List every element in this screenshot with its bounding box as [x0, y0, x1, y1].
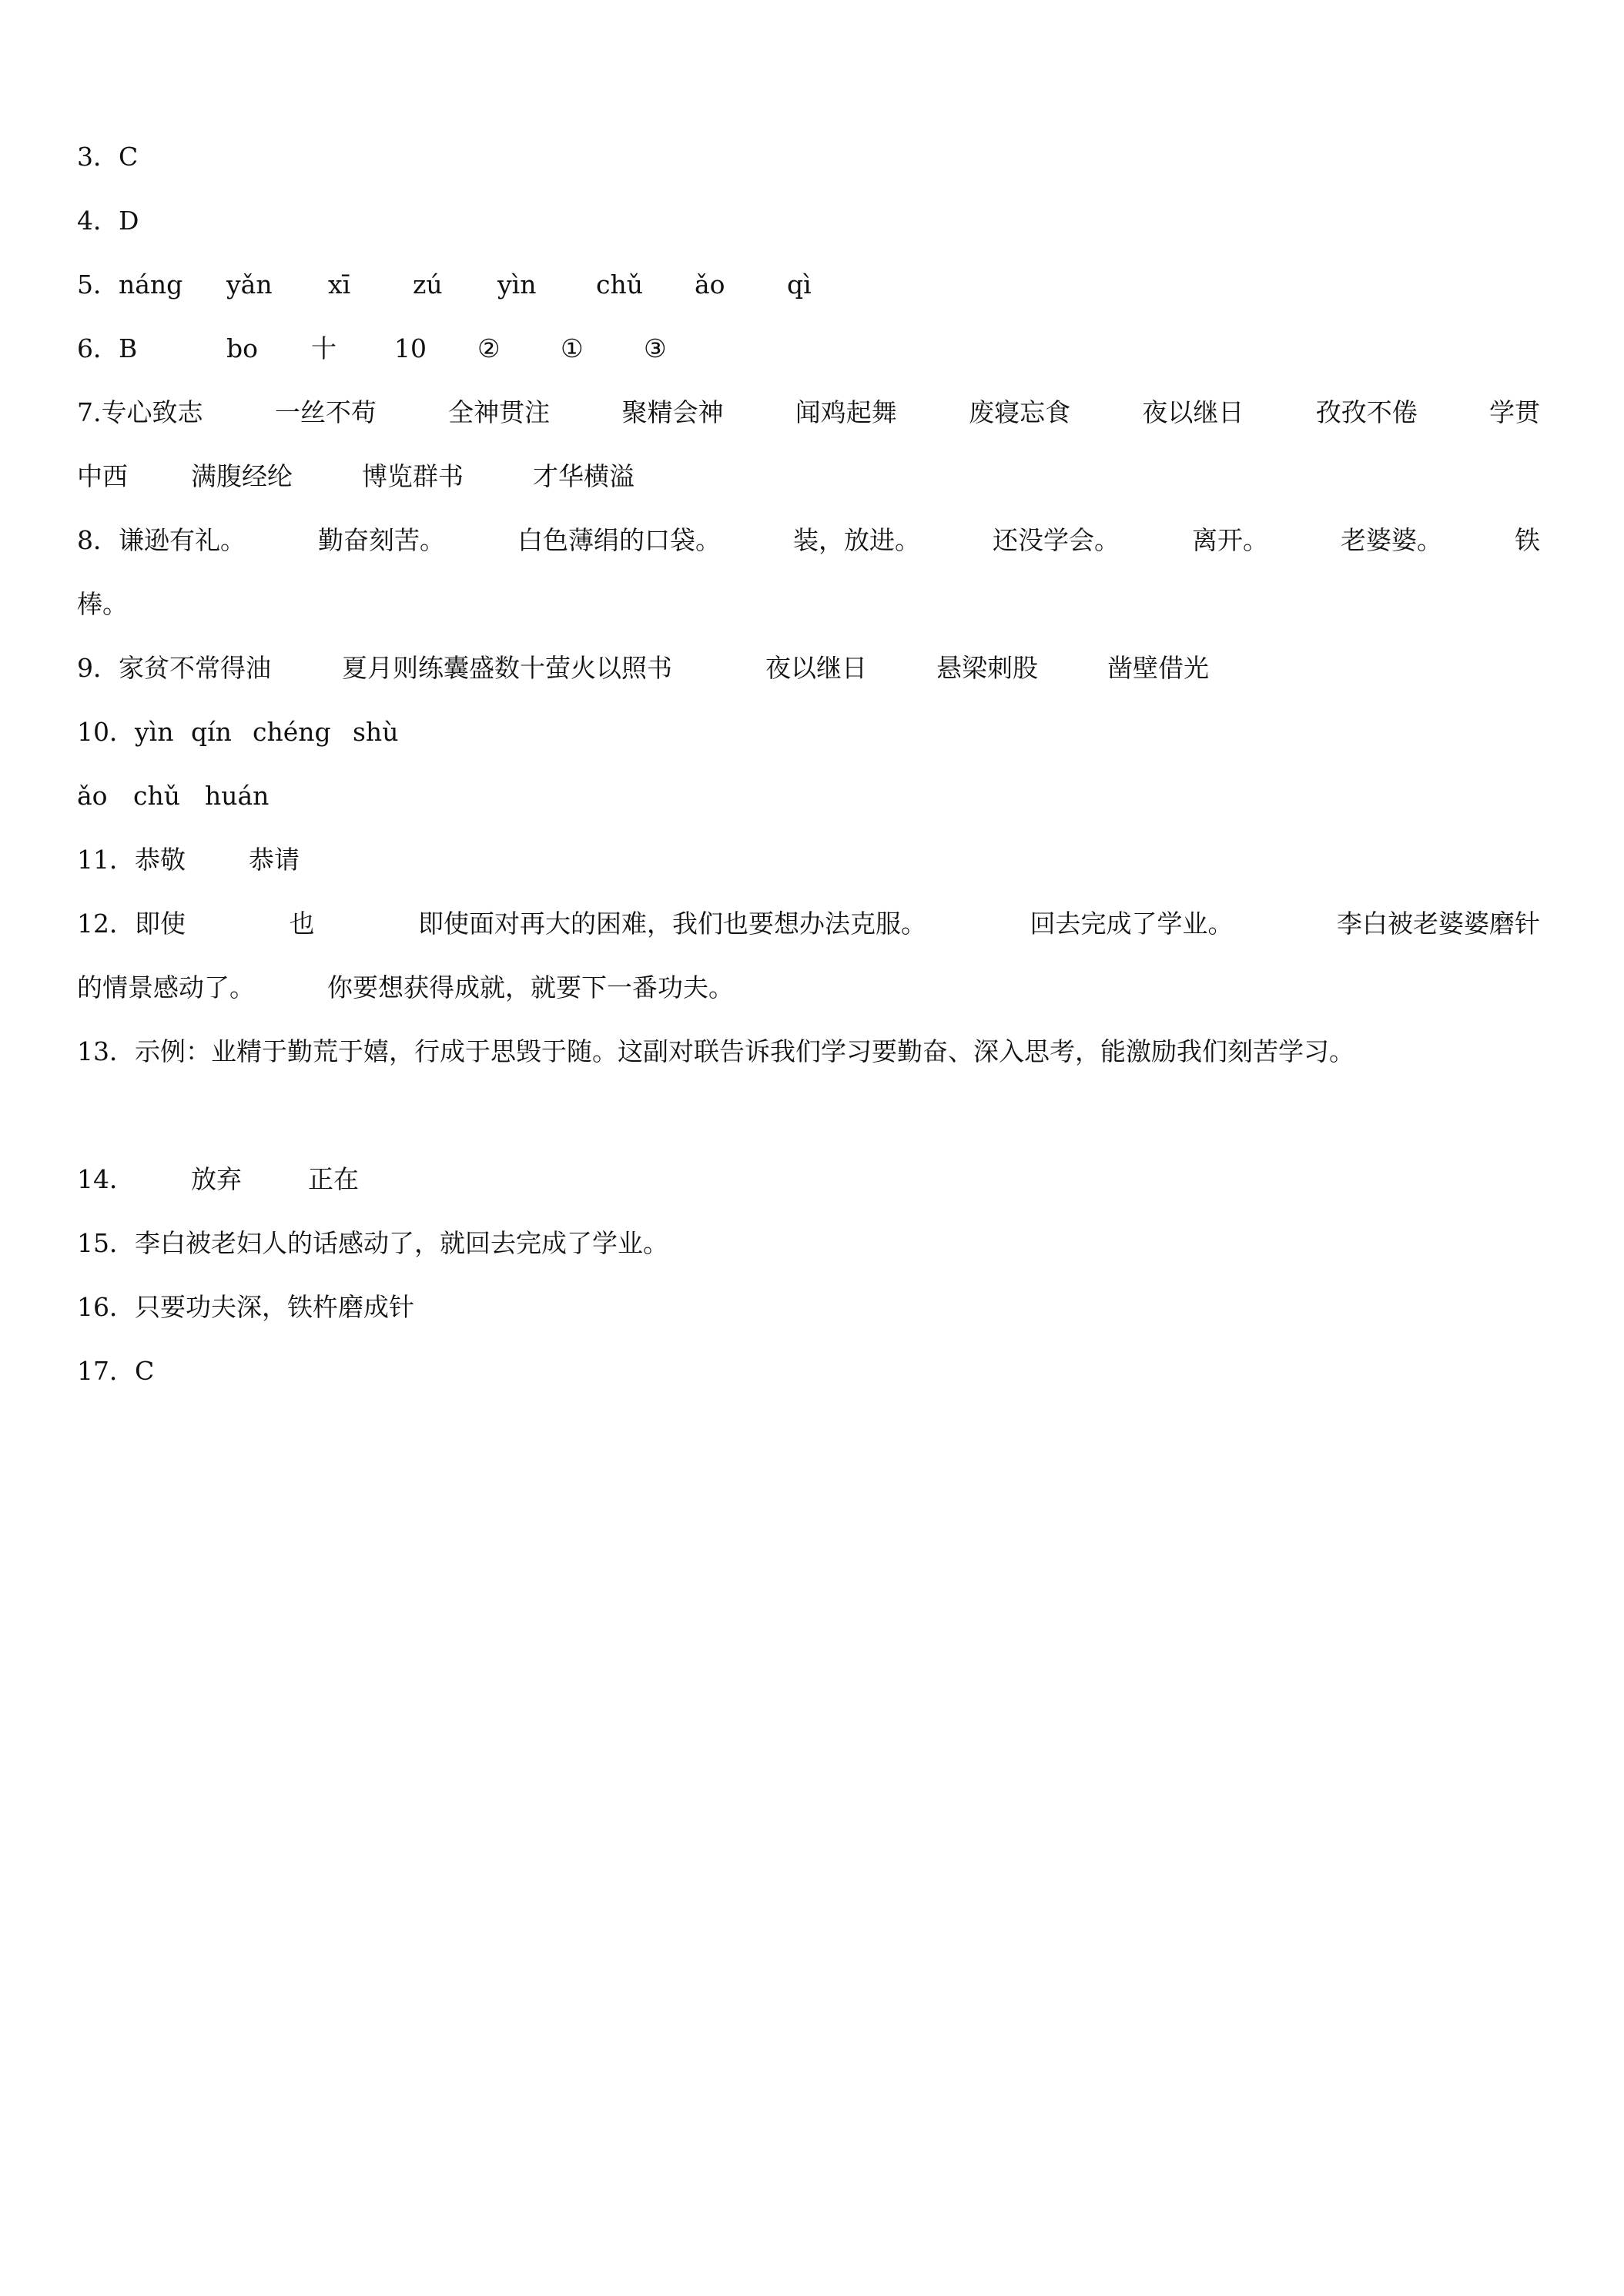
answer-item: ② — [477, 333, 501, 363]
answer-item: 10 — [394, 333, 427, 363]
answer-item: 悬梁刺股 — [936, 653, 1038, 683]
answer-item: 棒。 — [77, 589, 128, 619]
answer-item: 的情景感动了。 — [77, 972, 255, 1002]
answer-item: 装，放进。 — [793, 525, 920, 555]
answer-number: 5． — [77, 269, 119, 300]
idiom-item: 聚精会神 — [621, 397, 724, 427]
answer-14 — [77, 1147, 1540, 1211]
answer-13 — [77, 1019, 1540, 1083]
answer-list — [77, 125, 1540, 1403]
answer-item: ③ — [644, 333, 667, 363]
pinyin-item: ǎo — [77, 781, 108, 811]
blank-line — [77, 1083, 1540, 1147]
answer-item: 12．即使 — [77, 909, 186, 939]
answer-text: 李白被老妇人的话感动了，就回去完成了学业。 — [135, 1228, 668, 1258]
pinyin-item: shù — [353, 717, 399, 747]
answer-item: bo — [226, 333, 258, 363]
answer-text: D — [119, 206, 139, 236]
answer-item: 恭敬 — [135, 845, 186, 875]
answer-text: C — [135, 1356, 155, 1386]
answer-number: 15． — [77, 1228, 135, 1258]
answer-9 — [77, 636, 1540, 700]
answer-item: 即使面对再大的困难，我们也要想办法克服。 — [418, 909, 926, 939]
answer-number: 13． — [77, 1036, 135, 1066]
answer-7 — [77, 380, 1540, 444]
pinyin-item: chéng — [253, 717, 331, 747]
idiom-item: 夜以继日 — [1142, 397, 1244, 427]
answer-number: 3． — [77, 142, 119, 172]
idiom-item: 博览群书 — [362, 461, 464, 491]
answer-item: 恭请 — [249, 845, 300, 875]
pinyin-item: zú — [413, 269, 443, 300]
answer-item: 家贫不常得油 — [119, 653, 271, 683]
idiom-item: 孜孜不倦 — [1315, 397, 1418, 427]
answer-17 — [77, 1339, 1540, 1403]
answer-16 — [77, 1275, 1540, 1339]
pinyin-item: qín — [191, 717, 232, 747]
answer-item: 夜以继日 — [765, 653, 867, 683]
idiom-item: 废寝忘食 — [969, 397, 1071, 427]
answer-number: 17． — [77, 1356, 135, 1386]
answer-6 — [77, 316, 1540, 380]
answer-12 — [77, 892, 1540, 956]
answer-item: 十 — [311, 333, 337, 363]
answer-item: 正在 — [308, 1164, 359, 1194]
answer-10-continued — [77, 764, 1540, 828]
answer-item: 老婆婆。 — [1341, 525, 1442, 555]
idiom-item: 闻鸡起舞 — [795, 397, 897, 427]
pinyin-item: huán — [205, 781, 270, 811]
answer-number: 9． — [77, 653, 119, 683]
answer-item: 勤奋刻苦。 — [318, 525, 445, 555]
answer-item: 放弃 — [191, 1164, 242, 1194]
answer-5 — [77, 253, 1540, 316]
answer-number: 11． — [77, 845, 135, 875]
answer-number: 16． — [77, 1292, 135, 1322]
answer-text: 示例：业精于勤荒于嬉，行成于思毁于随。这副对联告诉我们学习要勤奋、深入思考，能激励我们刻苦学习。 — [135, 1036, 1354, 1066]
answer-item: 回去完成了学业。 — [1030, 909, 1234, 939]
idiom-item: 一丝不苟 — [274, 397, 377, 427]
pinyin-item: yǎn — [226, 269, 273, 300]
pinyin-item: yìn — [135, 717, 174, 747]
answer-item: 李白被老婆婆磨针 — [1337, 909, 1540, 939]
pinyin-item: qì — [787, 269, 812, 300]
answer-item: ① — [561, 333, 584, 363]
answer-number: 12． — [77, 909, 135, 939]
idiom-item: 中西 — [77, 461, 128, 491]
pinyin-item: náng — [119, 269, 183, 300]
answer-number: 10． — [77, 717, 135, 747]
idiom-item: 才华横溢 — [533, 461, 635, 491]
answer-11 — [77, 828, 1540, 892]
idiom-item: 学贯 — [1489, 397, 1540, 427]
answer-text: C — [119, 142, 139, 172]
answer-item: 凿壁借光 — [1107, 653, 1209, 683]
answer-3 — [77, 125, 1540, 189]
answer-item: 离开。 — [1192, 525, 1268, 555]
answer-item: B — [119, 333, 138, 363]
answer-number: 4． — [77, 206, 119, 236]
pinyin-item: xī — [328, 269, 351, 300]
answer-text: 只要功夫深，铁杵磨成针 — [135, 1292, 414, 1322]
answer-number: 6． — [77, 333, 119, 363]
answer-8 — [77, 508, 1540, 572]
answer-7-continued — [77, 444, 1540, 508]
answer-item: 铁 — [1515, 525, 1540, 555]
answer-item: 夏月则练囊盛数十萤火以照书 — [342, 653, 672, 683]
idiom-item: 全神贯注 — [448, 397, 551, 427]
answer-item: 也 — [289, 909, 315, 939]
answer-item: 8．谦逊有礼。 — [77, 525, 246, 555]
answer-4 — [77, 189, 1540, 253]
pinyin-item: chǔ — [133, 781, 180, 811]
answer-number: 7. — [77, 397, 102, 427]
answer-item: 你要想获得成就，就要下一番功夫。 — [327, 972, 734, 1002]
answer-item: 还没学会。 — [993, 525, 1120, 555]
pinyin-item: chǔ — [596, 269, 643, 300]
pinyin-item: yìn — [497, 269, 537, 300]
answer-15 — [77, 1211, 1540, 1275]
idiom-item: 7.专心致志 — [77, 397, 203, 427]
answer-10 — [77, 700, 1540, 764]
pinyin-item: ǎo — [695, 269, 725, 300]
answer-number: 14． — [77, 1164, 135, 1194]
answer-12-continued — [77, 956, 1540, 1019]
idiom-item: 满腹经纶 — [191, 461, 293, 491]
answer-item: 白色薄绢的口袋。 — [517, 525, 721, 555]
answer-8-continued — [77, 572, 1540, 636]
answer-number: 8． — [77, 525, 119, 555]
